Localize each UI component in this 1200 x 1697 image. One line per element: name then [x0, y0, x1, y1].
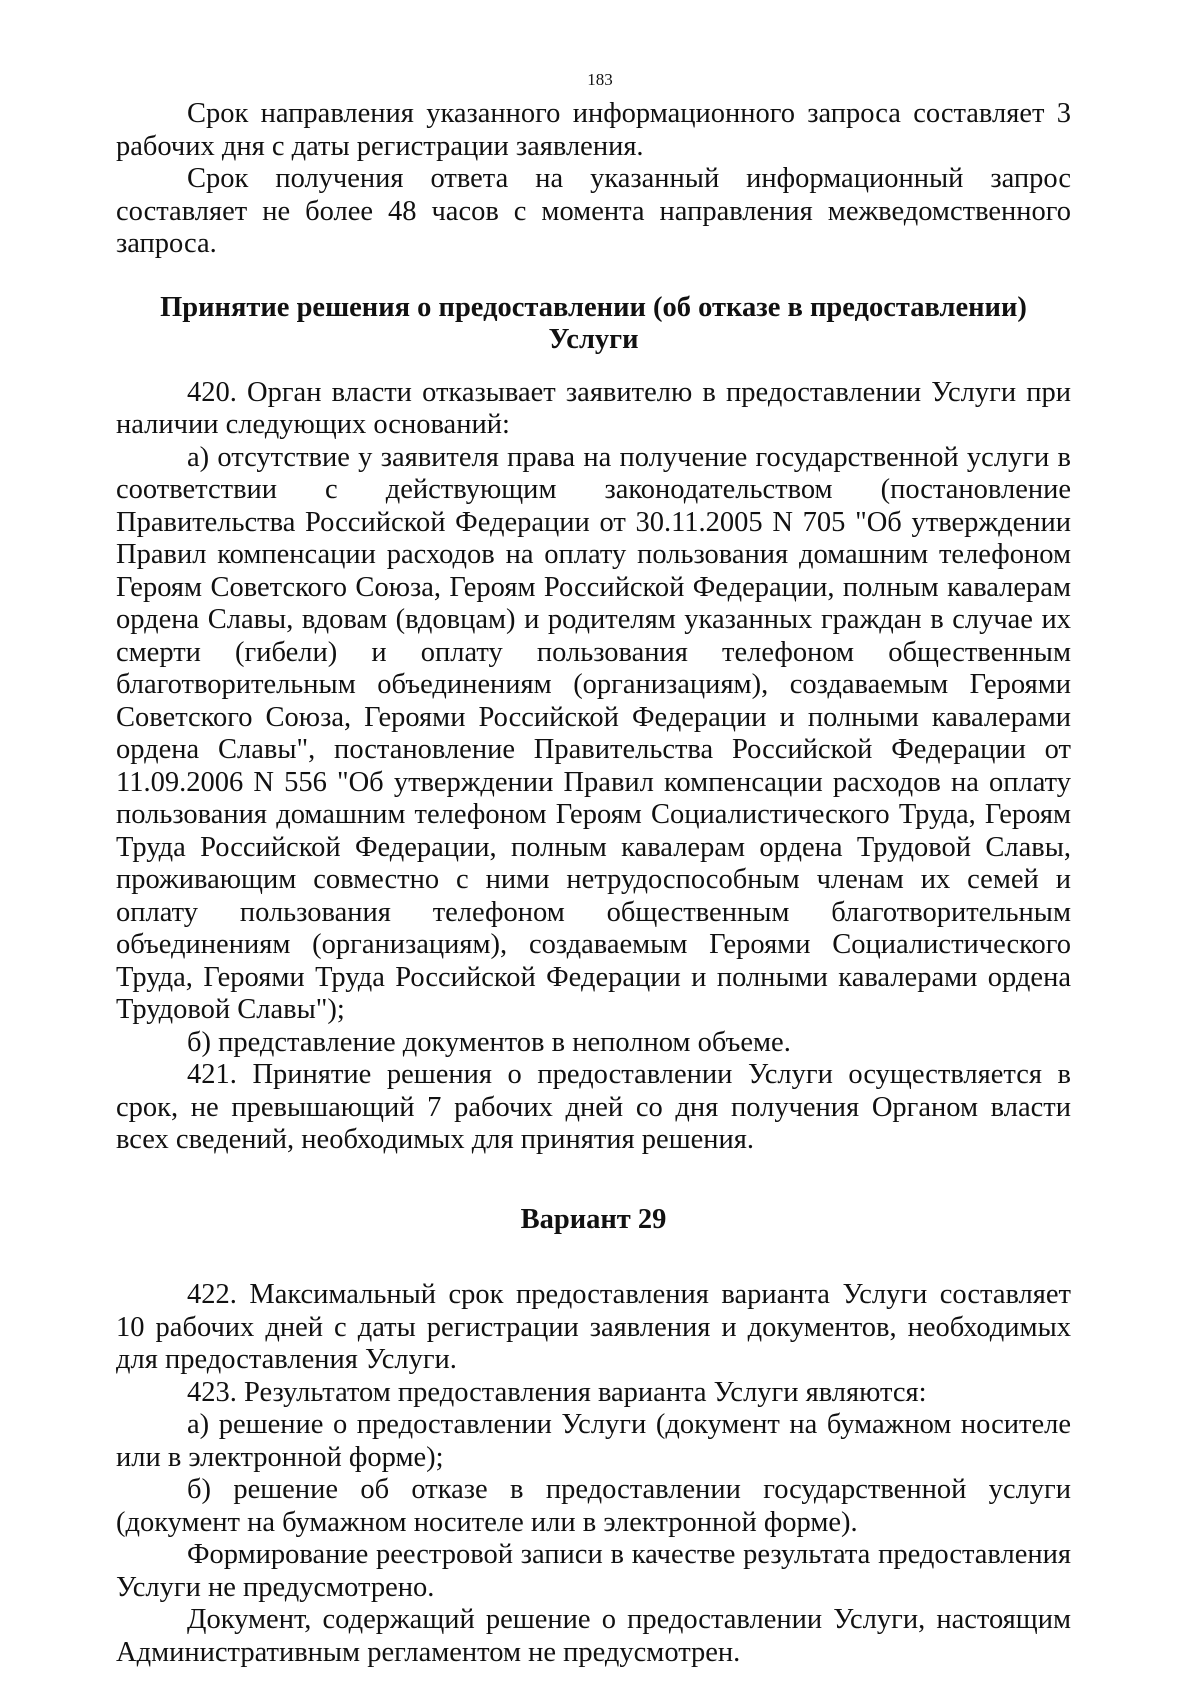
paragraph-response-deadline: Срок получения ответа на указанный информационный запрос составляет не более 48 часов с момента направления межведомственного запроса.: [116, 163, 1071, 259]
paragraph-422: 422. Максимальный срок предоставления варианта Услуги составляет 10 рабочих дней с даты регистрации заявления и документов, необходимых для предоставления Услуги.: [116, 1279, 1071, 1375]
paragraph-423: 423. Результатом предоставления варианта Услуги являются:: [187, 1376, 927, 1408]
spacer: [116, 1157, 1071, 1204]
paragraph-request-deadline: Срок направления указанного информационного запроса составляет 3 рабочих дня с даты регистрации заявления.: [116, 98, 1071, 162]
paragraph-420-b: б) представление документов в неполном объеме.: [187, 1026, 791, 1058]
spacer: [116, 1236, 1071, 1279]
section-heading-variant: Вариант 29: [520, 1203, 667, 1235]
paragraph-420-a: а) отсутствие у заявителя права на получение государственной услуги в соответствии с действующим законодательством (постановление Правительства Российской Федерации от 30.11.2005 N 705 "Об утверждении Правил компенсации расходов на оплату пользования домашним телефоном Героям Советского Союза, Героям Российской Федерации, полным кавалерам ордена Славы, вдовам (вдовцам) и родителям указанных граждан в случае их смерти (гибели) и оплату пользования телефоном общественным благотворительным объединениям (организациям), создаваемым Героями Советского Союза, Героями Российской Федерации и полными кавалерами ордена Славы", постановление Правительства Российской Федерации от 11.09.2006 N 556 "Об утверждении Правил компенсации расходов на оплату пользования домашним телефоном Героям Социалистического Труда, Героям Труда Российской Федерации, полным кавалерам ордена Трудовой Славы, проживающим совместно с ними нетрудоспособным членам их семей и оплату пользования телефоном общественным благотворительным объединениям (организациям), создаваемым Героями Социалистического Труда, Героями Труда Российской Федерации и полными кавалерами ордена Трудовой Славы");: [116, 441, 1071, 1025]
paragraph-421: 421. Принятие решения о предоставлении Услуги осуществляется в срок, не превышающий 7 рабочих дней со дня получения Органом власти всех сведений, необходимых для принятия решения.: [116, 1059, 1071, 1155]
page-number: 183: [587, 70, 613, 89]
spacer: [116, 261, 1071, 292]
paragraph-registry-record: Формирование реестровой записи в качестве результата предоставления Услуги не предусмотрено.: [116, 1539, 1071, 1603]
paragraph-423-b: б) решение об отказе в предоставлении государственной услуги (документ на бумажном носителе или в электронной форме).: [116, 1474, 1071, 1538]
spacer: [116, 357, 1071, 377]
paragraph-420: 420. Орган власти отказывает заявителю в предоставлении Услуги при наличии следующих оснований:: [116, 376, 1071, 440]
paragraph-423-a: а) решение о предоставлении Услуги (документ на бумажном носителе или в электронной форме);: [116, 1409, 1071, 1473]
section-heading-decision: Принятие решения о предоставлении (об отказе в предоставлении) Услуги: [160, 291, 1027, 355]
document-body: [116, 98, 1071, 1669]
paragraph-decision-document: Документ, содержащий решение о предоставлении Услуги, настоящим Административным регламентом не предусмотрен.: [116, 1604, 1071, 1668]
